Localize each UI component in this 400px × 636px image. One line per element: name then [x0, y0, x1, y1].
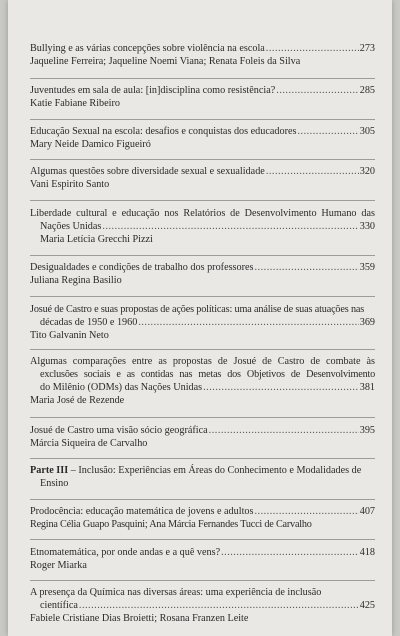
toc-entry [30, 546, 375, 572]
divider [30, 119, 375, 120]
toc-entry [30, 303, 375, 342]
part-heading [30, 464, 375, 490]
entry-title: Juventudes em sala de aula: [in]disciplina como resistência? [30, 85, 276, 96]
entry-title: Educação Sexual na escola: desafios e conquistas dos educadores [30, 126, 297, 137]
page-number: 369 [359, 317, 375, 328]
dot-leader [254, 505, 358, 518]
divider [30, 159, 375, 160]
entry-title: Josué de Castro uma visão sócio geográfica [30, 425, 208, 436]
page-number: 359 [359, 262, 375, 273]
entry-author: Mary Neide Damico Figueiró [30, 139, 151, 150]
divider [30, 539, 375, 540]
dot-leader [297, 125, 358, 138]
page-number: 407 [359, 506, 375, 517]
divider [30, 296, 375, 297]
toc-entry [30, 42, 375, 68]
page-number: 381 [359, 382, 375, 393]
divider [30, 200, 375, 201]
dot-leader [79, 599, 359, 612]
toc-entry [30, 355, 375, 407]
entry-title: Josué de Castro e suas propostas de ações políticas: uma análise de suas atuações nas [30, 304, 365, 315]
part-label: Parte III [30, 465, 69, 476]
dot-leader [266, 42, 359, 55]
entry-author: Fabiele Cristiane Dias Broietti; Rosana Franzen Leite [30, 613, 249, 624]
toc-entry [30, 586, 375, 625]
entry-author: Maria Letícia Grecchi Pizzi [40, 234, 153, 245]
page-number: 285 [359, 85, 375, 96]
entry-title-cont: do Milênio (ODMs) das Nações Unidas [40, 382, 203, 393]
entry-title-cont: científica [40, 600, 78, 611]
entry-title: Desigualdades e condições de trabalho dos professores [30, 262, 254, 273]
dot-leader [203, 381, 359, 394]
toc-entry [30, 165, 375, 191]
dot-leader [209, 424, 359, 437]
dot-leader [221, 546, 359, 559]
toc-entry [30, 125, 375, 151]
entry-author: Jaqueline Ferreira; Jaqueline Noemi Viana; Renata Foleis da Silva [30, 56, 301, 67]
entry-author: Katie Fabiane Ribeiro [30, 98, 120, 109]
entry-author: Juliana Regina Basilio [30, 275, 122, 286]
divider [30, 499, 375, 500]
entry-title: Prodocência: educação matemática de jovens e adultos [30, 506, 254, 517]
entry-title: Bullying e as várias concepções sobre violência na escola [30, 43, 265, 54]
toc-entry [30, 84, 375, 110]
divider [30, 349, 375, 350]
entry-author: Roger Miarka [30, 560, 87, 571]
entry-title-cont: exclusões sociais e as contidas nas metas dos Objetivos de Desenvolvimento [40, 369, 375, 380]
divider [30, 78, 375, 79]
part-title: – Inclusão: Experiências em Áreas do Conhecimento e Modalidades de [68, 465, 362, 476]
dot-leader [138, 316, 358, 329]
entry-title: Algumas comparações entre as propostas de Josué de Castro de combate às [30, 356, 375, 367]
entry-title: Etnomatemática, por onde andas e a quê vens? [30, 547, 221, 558]
page-number: 273 [359, 43, 375, 54]
page-number: 395 [359, 425, 375, 436]
entry-title-cont: décadas de 1950 e 1960 [40, 317, 138, 328]
entry-author: Regina Célia Guapo Pasquini; Ana Márcia Fernandes Tucci de Carvalho [30, 519, 312, 530]
entry-author: Tito Galvanin Neto [30, 330, 109, 341]
toc-entry [30, 207, 375, 246]
dot-leader [276, 84, 358, 97]
book-page [8, 0, 392, 636]
divider [30, 580, 375, 581]
dot-leader [266, 165, 359, 178]
page-number: 425 [359, 600, 375, 611]
part-title-cont: Ensino [40, 478, 69, 489]
entry-author: Vani Espirito Santo [30, 179, 110, 190]
divider [30, 458, 375, 459]
page-number: 305 [359, 126, 375, 137]
toc-entry [30, 505, 375, 531]
toc-entry [30, 261, 375, 287]
entry-title: Algumas questões sobre diversidade sexual e sexualidade [30, 166, 265, 177]
page-number: 330 [359, 221, 375, 232]
divider [30, 255, 375, 256]
divider [30, 417, 375, 418]
toc-entry [30, 424, 375, 450]
entry-author: Maria José de Rezende [30, 395, 125, 406]
page-number: 418 [359, 547, 375, 558]
entry-title: A presença da Química nas diversas áreas: uma experiência de inclusão [30, 587, 322, 598]
page-number: 320 [359, 166, 375, 177]
dot-leader [102, 220, 358, 233]
entry-title-cont: Nações Unidas [40, 221, 102, 232]
entry-title: Liberdade cultural e educação nos Relatórios de Desenvolvimento Humano das [30, 208, 375, 219]
dot-leader [255, 261, 359, 274]
entry-author: Márcia Siqueira de Carvalho [30, 438, 148, 449]
